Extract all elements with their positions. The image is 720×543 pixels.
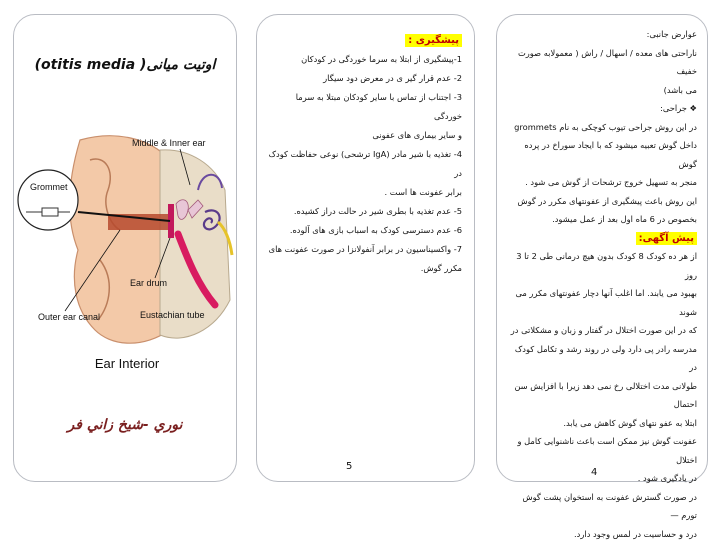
list-item: 3- اجتناب از تماس با سایر کودکان مبتلا به سرما خوردگی	[267, 88, 462, 126]
list-item: 7- واکسیناسیون در برابر آنفولانزا در صورت عفونت های	[267, 240, 462, 259]
list-item: 5- عدم تغذیه با بطری شیر در حالت دراز کشیده.	[267, 202, 462, 221]
text-line: این روش باعث پیشگیری از عفونتهای مکرر در گوش	[507, 192, 697, 211]
list-item: مکرر گوش.	[267, 259, 462, 278]
text-line: در یادگیری شود .	[507, 469, 697, 488]
text-line: ❖ جراحی:	[507, 99, 697, 118]
author-names: نوري -شيخ زاني فر	[14, 417, 236, 433]
text-line: درد و حساسیت در لمس وجود دارد.	[507, 525, 697, 543]
text-line: ناراحتی های معده / اسهال / راش ( معمولابه صورت خفیف	[507, 44, 697, 81]
text-line: ابتلا به عفو نتهای گوش کاهش می یابد.	[507, 414, 697, 433]
diagram-caption: Ear Interior	[95, 356, 160, 371]
list-item: 6- عدم دسترسی کودک به اسباب بازی های آلوده.	[267, 221, 462, 240]
text-line: بخصوص در 6 ماه اول بعد از عمل میشود.	[507, 210, 697, 229]
prevention-heading: پیشگیری :	[405, 34, 462, 47]
text-line: عفونت گوش نیز ممکن است باعث ناشنوایی کامل و اختلال	[507, 432, 697, 469]
list-item: 4- تغذیه با شیر مادر (IgA ترشحی) نوعی حفاظت کودک در	[267, 145, 462, 183]
prevention-column	[267, 31, 462, 278]
brochure-title: اوتیت میانی( otitis media)	[14, 57, 236, 73]
text-line: از هر ده کودک 8 کودک بدون هیچ درمانی طی 2 تا 3 روز	[507, 247, 697, 284]
text-line: بهبود می یابند. اما اغلب آنها دچار عفونتهای مکرر می شوند	[507, 284, 697, 321]
text-line: که در این صورت اختلال در گفتار و زبان و مشکلاتی در	[507, 321, 697, 340]
label-ear-drum: Ear drum	[130, 278, 167, 288]
page-number: 4	[591, 467, 597, 478]
prognosis-heading: پیش آگهی:	[636, 232, 697, 245]
text-line: می باشد)	[507, 81, 697, 100]
label-middle-inner-ear: Middle & Inner ear	[132, 138, 206, 148]
text-line: مدرسه رادر پی دارد ولی در روند رشد و تکامل کودک در	[507, 340, 697, 377]
label-eustachian-tube: Eustachian tube	[140, 310, 205, 320]
ear-diagram	[20, 130, 234, 390]
label-outer-ear-canal: Outer ear canal	[38, 312, 100, 322]
list-item: برابر عفونت ها است .	[267, 183, 462, 202]
list-item: 1-پیشگیری از ابتلا به سرما خوردگی در کودکان	[267, 50, 462, 69]
treatment-panel	[496, 14, 708, 482]
label-grommet: Grommet	[30, 182, 68, 192]
page-number: 5	[346, 461, 352, 472]
text-line: داخل گوش تعبیه میشود که با ایجاد سوراخ در پرده گوش	[507, 136, 697, 173]
text-line: عوارض جانبی:	[507, 25, 697, 44]
prevention-panel	[256, 14, 475, 482]
treatment-column	[507, 25, 697, 543]
grommet-inset	[18, 170, 78, 230]
text-line: در این روش جراحی تیوب کوچکی به نام grommets	[507, 118, 697, 137]
text-line: طولانی مدت اختلالی رخ نمی دهد زیرا با افزایش سن احتمال	[507, 377, 697, 414]
text-line: منجر به تسهیل خروج ترشحات از گوش می شود .	[507, 173, 697, 192]
text-line: در صورت گسترش عفونت به استخوان پشت گوش تورم —	[507, 488, 697, 525]
prevention-list	[267, 50, 462, 278]
list-item: 2- عدم قرار گیر ی در معرض دود سیگار	[267, 69, 462, 88]
cover-panel	[13, 14, 237, 482]
list-item: و سایر بیماری های عفونی	[267, 126, 462, 145]
